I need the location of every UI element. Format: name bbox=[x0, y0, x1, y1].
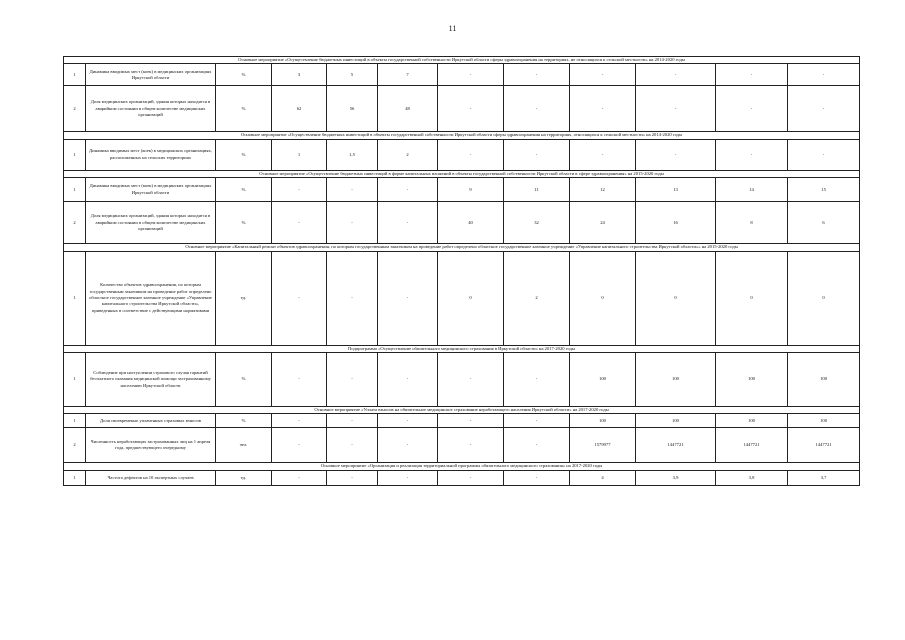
value-cell: - bbox=[504, 139, 570, 170]
indicator-name: Количество объектов здравоохранения, по которым государственным заказчиком на проведение работ определено областное государственное казенное учреждение «Управление капитального строительства Иркутской области», приведенных в соответствие с действующими нормативами bbox=[86, 251, 216, 345]
value-cell: 32 bbox=[504, 202, 570, 244]
value-cell: 0 bbox=[636, 251, 716, 345]
value-cell: 3 bbox=[272, 64, 327, 86]
indicator-name: Динамика вводимых мест (коек) в медицинских организациях, расположенных на сельских территориях bbox=[86, 139, 216, 170]
value-cell: - bbox=[504, 64, 570, 86]
value-cell: 4 bbox=[570, 470, 636, 485]
value-cell: 1447721 bbox=[636, 428, 716, 463]
value-cell: 5 bbox=[327, 64, 378, 86]
section-header-row bbox=[64, 407, 860, 414]
value-cell: - bbox=[272, 470, 327, 485]
value-cell: - bbox=[438, 353, 504, 407]
value-cell: - bbox=[272, 202, 327, 244]
value-cell: 24 bbox=[570, 202, 636, 244]
indicators-table-body bbox=[64, 57, 860, 486]
section-title: Основное мероприятие «Организация и реализация территориальной программы обязательного медицинского страхования» на 2017-2020 годы bbox=[64, 463, 860, 470]
section-header-row bbox=[64, 57, 860, 64]
unit-cell: % bbox=[216, 86, 272, 132]
table-row bbox=[64, 428, 860, 463]
table-row bbox=[64, 470, 860, 485]
value-cell: 100 bbox=[570, 353, 636, 407]
value-cell: 100 bbox=[570, 414, 636, 428]
value-cell: - bbox=[504, 428, 570, 463]
value-cell: - bbox=[378, 470, 438, 485]
value-cell: - bbox=[438, 428, 504, 463]
value-cell: - bbox=[636, 64, 716, 86]
indicator-name: Соблюдение при наступлении страхового случая гарантий бесплатного оказания медицинской помощи застрахованному населению Иркутской области bbox=[86, 353, 216, 407]
value-cell: 0 bbox=[438, 251, 504, 345]
value-cell: 0 bbox=[716, 251, 788, 345]
value-cell: - bbox=[438, 414, 504, 428]
indicator-name: Динамика вводимых мест (коек) в медицинских организациях Иркутской области bbox=[86, 64, 216, 86]
row-number: 2 bbox=[64, 202, 86, 244]
value-cell: - bbox=[272, 414, 327, 428]
unit-cell: ед. bbox=[216, 470, 272, 485]
indicator-name: Доля медицинских организаций, здания которых находятся в аварийном состоянии в общем количестве медицинских организаций bbox=[86, 86, 216, 132]
indicator-name: Частота дефектов на 10 экспертных случаев bbox=[86, 470, 216, 485]
value-cell: 100 bbox=[788, 414, 860, 428]
value-cell: 0 bbox=[788, 251, 860, 345]
row-number: 1 bbox=[64, 64, 86, 86]
value-cell: 3,8 bbox=[716, 470, 788, 485]
value-cell: - bbox=[378, 178, 438, 202]
section-header-row bbox=[64, 170, 860, 177]
value-cell: 6 bbox=[788, 202, 860, 244]
row-number: 2 bbox=[64, 428, 86, 463]
table-row bbox=[64, 353, 860, 407]
value-cell: 9 bbox=[438, 178, 504, 202]
value-cell: 1447721 bbox=[716, 428, 788, 463]
table-row bbox=[64, 202, 860, 244]
unit-cell: % bbox=[216, 414, 272, 428]
section-header-row bbox=[64, 345, 860, 352]
value-cell: 1579977 bbox=[570, 428, 636, 463]
value-cell: - bbox=[504, 86, 570, 132]
section-header-row bbox=[64, 244, 860, 251]
value-cell: 15 bbox=[788, 178, 860, 202]
value-cell: - bbox=[504, 353, 570, 407]
value-cell: - bbox=[438, 139, 504, 170]
unit-cell: чел. bbox=[216, 428, 272, 463]
row-number: 1 bbox=[64, 178, 86, 202]
value-cell: - bbox=[378, 414, 438, 428]
value-cell: - bbox=[378, 428, 438, 463]
page-number: 11 bbox=[448, 24, 457, 33]
indicator-name: Динамика вводимых мест (коек) в медицинских организациях Иркутской области bbox=[86, 178, 216, 202]
value-cell: - bbox=[438, 64, 504, 86]
value-cell: - bbox=[327, 428, 378, 463]
table-row bbox=[64, 178, 860, 202]
row-number: 1 bbox=[64, 470, 86, 485]
value-cell: 8 bbox=[716, 202, 788, 244]
value-cell: 100 bbox=[716, 353, 788, 407]
section-header-row bbox=[64, 463, 860, 470]
value-cell: 11 bbox=[504, 178, 570, 202]
value-cell: 40 bbox=[438, 202, 504, 244]
section-title: Основное мероприятие «Уплата взносов на обязательное медицинское страхование неработающего населения Иркутской области» на 2017-2020 годы bbox=[64, 407, 860, 414]
row-number: 1 bbox=[64, 139, 86, 170]
value-cell: 0 bbox=[570, 251, 636, 345]
table-row bbox=[64, 86, 860, 132]
unit-cell: % bbox=[216, 64, 272, 86]
value-cell: 12 bbox=[570, 178, 636, 202]
value-cell: 62 bbox=[272, 86, 327, 132]
section-title: Основное мероприятие «Осуществление бюджетных инвестиций в объекты государственной собственности Иркутской области сферы здравоохранения на территориях, относящихся к сельской местности» на 2014-2020 годы bbox=[64, 132, 860, 139]
section-title: Основное мероприятие «Осуществление бюджетных инвестиций в объекты государственной собственности Иркутской области сферы здравоохранения на территориях, не относящихся к сельской местности» на 2014-2020 годы bbox=[64, 57, 860, 64]
value-cell: 2 bbox=[504, 251, 570, 345]
section-title: Основное мероприятие «Капитальный ремонт объектов здравоохранения, по которым государственным заказчиком на проведение работ определено областное государственное казенное учреждение «Управление капитального строительства Иркутской области»» на 2015-2020 годы bbox=[64, 244, 860, 251]
value-cell: 2 bbox=[378, 139, 438, 170]
value-cell: - bbox=[788, 64, 860, 86]
value-cell: - bbox=[272, 353, 327, 407]
value-cell: 48 bbox=[378, 86, 438, 132]
value-cell: - bbox=[570, 139, 636, 170]
table-row bbox=[64, 139, 860, 170]
value-cell: 100 bbox=[636, 353, 716, 407]
value-cell: - bbox=[327, 202, 378, 244]
value-cell: 1 bbox=[272, 139, 327, 170]
section-header-row bbox=[64, 132, 860, 139]
value-cell: - bbox=[716, 139, 788, 170]
value-cell: 1,5 bbox=[327, 139, 378, 170]
unit-cell: % bbox=[216, 202, 272, 244]
value-cell: - bbox=[438, 470, 504, 485]
value-cell: - bbox=[378, 202, 438, 244]
value-cell: 100 bbox=[636, 414, 716, 428]
value-cell: - bbox=[327, 470, 378, 485]
unit-cell: % bbox=[216, 178, 272, 202]
value-cell: 13 bbox=[636, 178, 716, 202]
value-cell: 3,9 bbox=[636, 470, 716, 485]
indicator-name: Доля медицинских организаций, здания которых находятся в аварийном состоянии в общем количестве медицинских организаций bbox=[86, 202, 216, 244]
table-row bbox=[64, 251, 860, 345]
value-cell: 100 bbox=[788, 353, 860, 407]
value-cell: 14 bbox=[716, 178, 788, 202]
value-cell: - bbox=[716, 64, 788, 86]
value-cell: - bbox=[327, 353, 378, 407]
value-cell: - bbox=[570, 86, 636, 132]
value-cell: - bbox=[716, 86, 788, 132]
indicators-table bbox=[63, 56, 860, 486]
value-cell: - bbox=[272, 251, 327, 345]
value-cell: - bbox=[378, 353, 438, 407]
value-cell: - bbox=[327, 414, 378, 428]
unit-cell: ед. bbox=[216, 251, 272, 345]
row-number: 2 bbox=[64, 86, 86, 132]
value-cell: 3,7 bbox=[788, 470, 860, 485]
value-cell: - bbox=[504, 470, 570, 485]
value-cell: - bbox=[636, 86, 716, 132]
table-row bbox=[64, 64, 860, 86]
table-row bbox=[64, 414, 860, 428]
indicator-name: Доля своевременно уплаченных страховых взносов bbox=[86, 414, 216, 428]
value-cell: - bbox=[636, 139, 716, 170]
unit-cell: % bbox=[216, 139, 272, 170]
value-cell: - bbox=[327, 251, 378, 345]
value-cell: 1447721 bbox=[788, 428, 860, 463]
value-cell: - bbox=[438, 86, 504, 132]
value-cell: - bbox=[378, 251, 438, 345]
value-cell: - bbox=[570, 64, 636, 86]
value-cell: 16 bbox=[636, 202, 716, 244]
indicator-name: Численность неработающих застрахованных лиц на 1 апреля года, предшествующего очередному bbox=[86, 428, 216, 463]
row-number: 1 bbox=[64, 353, 86, 407]
value-cell: - bbox=[327, 178, 378, 202]
value-cell: 100 bbox=[716, 414, 788, 428]
value-cell: - bbox=[272, 178, 327, 202]
row-number: 1 bbox=[64, 414, 86, 428]
value-cell: - bbox=[272, 428, 327, 463]
value-cell: 7 bbox=[378, 64, 438, 86]
row-number: 1 bbox=[64, 251, 86, 345]
section-title: Подпрограмма «Осуществление обязательного медицинского страхования в Иркутской области» на 2017-2020 годы bbox=[64, 345, 860, 352]
value-cell: - bbox=[788, 139, 860, 170]
value-cell: - bbox=[788, 86, 860, 132]
section-title: Основное мероприятие «Осуществление бюджетных инвестиций в форме капитальных вложений в объекты государственной собственности Иркутской области в сфере здравоохранения» на 2015-2020 годы bbox=[64, 170, 860, 177]
unit-cell: % bbox=[216, 353, 272, 407]
value-cell: 56 bbox=[327, 86, 378, 132]
value-cell: - bbox=[504, 414, 570, 428]
